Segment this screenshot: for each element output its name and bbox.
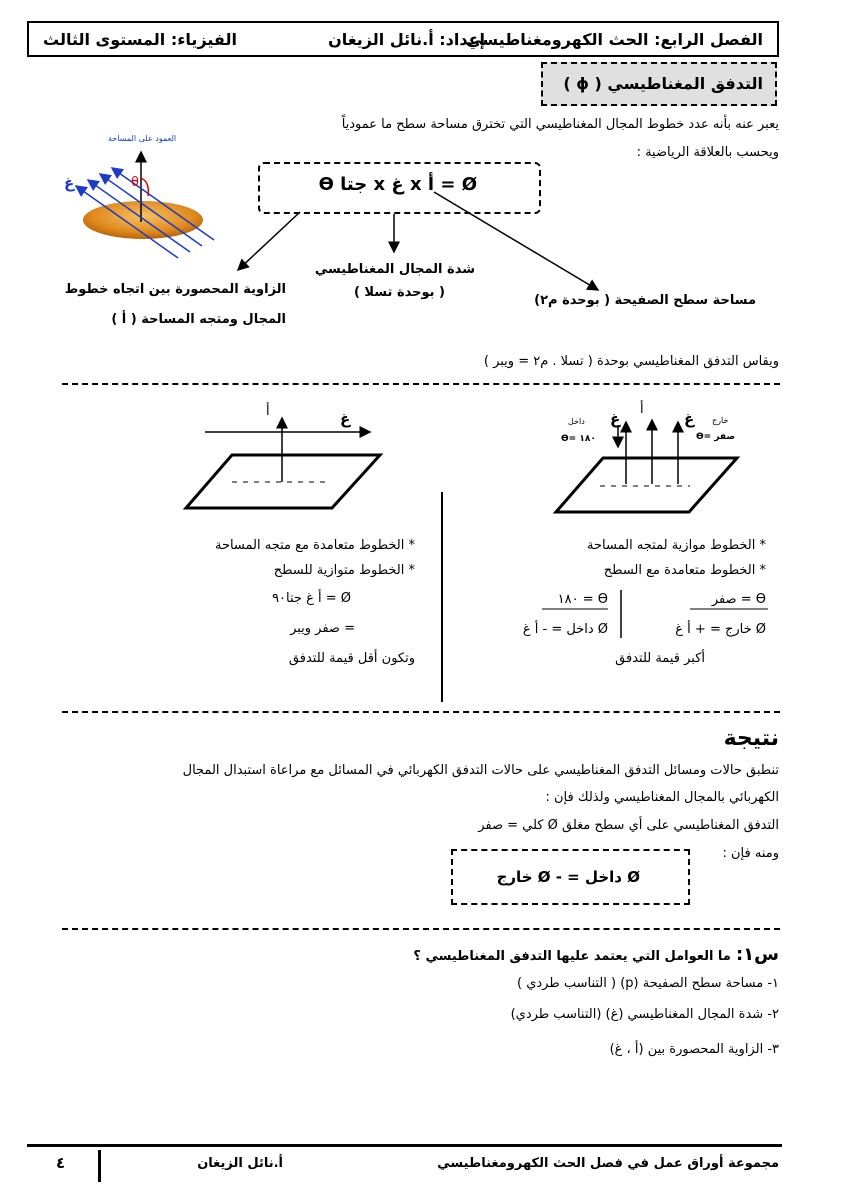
diagram-right-theta-outside: ϴ= صفر [696, 432, 736, 442]
case-right-flux-out: Ø خارج = + أ غ [675, 622, 766, 637]
chapter-title: الفصل الرابع: الحث الكهرومغناطيسي [466, 30, 763, 49]
diagram-right-theta-inside: ϴ= ١٨٠ [561, 434, 596, 444]
diagram-right-label-g2: غ [684, 410, 695, 428]
diagram-left-label-g: غ [340, 410, 351, 428]
result-line-3: التدفق المغناطيسي على أي سطح مغلق Ø كلي = صفر [478, 818, 779, 833]
case-right-theta-zero: ϴ = صفر [711, 592, 766, 607]
case-right-line-1: * الخطوط موازية لمتجه المساحة [587, 538, 766, 553]
diagram-parallel-surface [186, 418, 380, 508]
field-symbol: غ [64, 174, 75, 192]
question-label: س١: [735, 944, 779, 965]
pointer-angle [238, 212, 300, 270]
divider [62, 928, 780, 930]
result-line-1: تنطبق حالات ومسائل التدفق المغناطيسي على حالات التدفق الكهربائي في المسائل مع مراعاة استبدال المجال [182, 763, 779, 778]
case-right-max: أكبر قيمة للتدفق [615, 651, 705, 666]
normal-label: العمود على المساحة [108, 134, 177, 143]
diagram-right-inside: داخل [568, 417, 585, 426]
case-right-theta-180: ϴ = ١٨٠ [557, 592, 608, 607]
formula-box [258, 162, 541, 214]
footer-rule [27, 1144, 782, 1147]
flux-formula: Ø = أ x غ x جتا ϴ [318, 174, 477, 195]
footer-author: أ.نائل الزيغان [197, 1156, 283, 1171]
subject-level: الفيزياء: المستوى الثالث [43, 30, 237, 49]
result-title: نتيجة [723, 726, 779, 751]
author-credit: إعداد: أ.نائل الزيغان [328, 30, 485, 49]
unit-line: ويقاس التدفق المغناطيسي بوحدة ( تسلا . م٢ = ويبر ) [483, 354, 779, 369]
question-item-2: ٢- شدة المجال المغناطيسي (غ) (التناسب طردي) [510, 1007, 779, 1022]
question-item-3: ٣- الزاوية المحصورة بين (أ ، غ) [609, 1042, 779, 1057]
angle-label-2: المجال ومتجه المساحة ( أ ) [111, 312, 286, 327]
angle-label-1: الزاوية المحصورة بين اتجاه خطوط [64, 282, 286, 297]
result-line-2: الكهربائي بالمجال المغناطيسي ولذلك فإن : [545, 790, 779, 805]
footer-separator [98, 1150, 101, 1182]
question-item-1: ١- مساحة سطح الصفيحة (p) ( التناسب طردي ) [517, 976, 779, 991]
case-left-line-3: Ø = أ غ جتا٩٠ [272, 591, 351, 606]
surface-plate [556, 458, 737, 512]
page-number: ٤ [56, 1154, 66, 1172]
case-left-line-1: * الخطوط متعامدة مع متجه المساحة [214, 538, 415, 553]
disc-figure [76, 152, 214, 258]
diagram-right-outside: خارج [712, 416, 729, 425]
diagram-left-label-a: أ [266, 404, 270, 419]
case-right-flux-in: Ø داخل = - أ غ [522, 622, 608, 637]
result-formula: Ø داخل = - Ø خارج [496, 868, 640, 886]
center-divider [441, 492, 443, 702]
case-left-line-2: * الخطوط متوازية للسطح [273, 563, 415, 578]
question-line [413, 944, 779, 965]
footer-title: مجموعة أوراق عمل في فصل الحث الكهرومغناطيسي [437, 1156, 779, 1171]
definition-line-2: ويحسب بالعلاقة الرياضية : [636, 145, 779, 160]
diagram-right-label-g1: غ [610, 410, 621, 428]
surface-plate [186, 455, 380, 508]
angle-symbol: θ [131, 175, 139, 190]
question-text: ما العوامل التي يعتمد عليها التدفق المغناطيسي ؟ [413, 949, 731, 964]
case-right-line-2: * الخطوط متعامدة مع السطح [603, 563, 766, 578]
field-label-2: ( بوحدة تسلا ) [353, 285, 445, 300]
field-label-1: شدة المجال المغناطيسي [314, 262, 475, 277]
result-formula-box [451, 849, 690, 905]
result-line-4: ومنه فإن : [722, 846, 779, 861]
divider [62, 711, 780, 713]
definition-line-1: يعبر عنه بأنه عدد خطوط المجال المغناطيسي التي تخترق مساحة سطح ما عمودياً [341, 117, 779, 132]
topic-title: التدفق المغناطيسي ( ϕ ) [563, 74, 763, 93]
diagram-right-label-a: أ [640, 402, 644, 417]
case-left-line-4: = صفر ويبر [290, 621, 355, 636]
divider [62, 383, 780, 385]
area-label: مساحة سطح الصفيحة ( بوحدة م٢) [534, 293, 756, 308]
case-left-line-5: وتكون أقل قيمة للتدفق [288, 651, 415, 666]
